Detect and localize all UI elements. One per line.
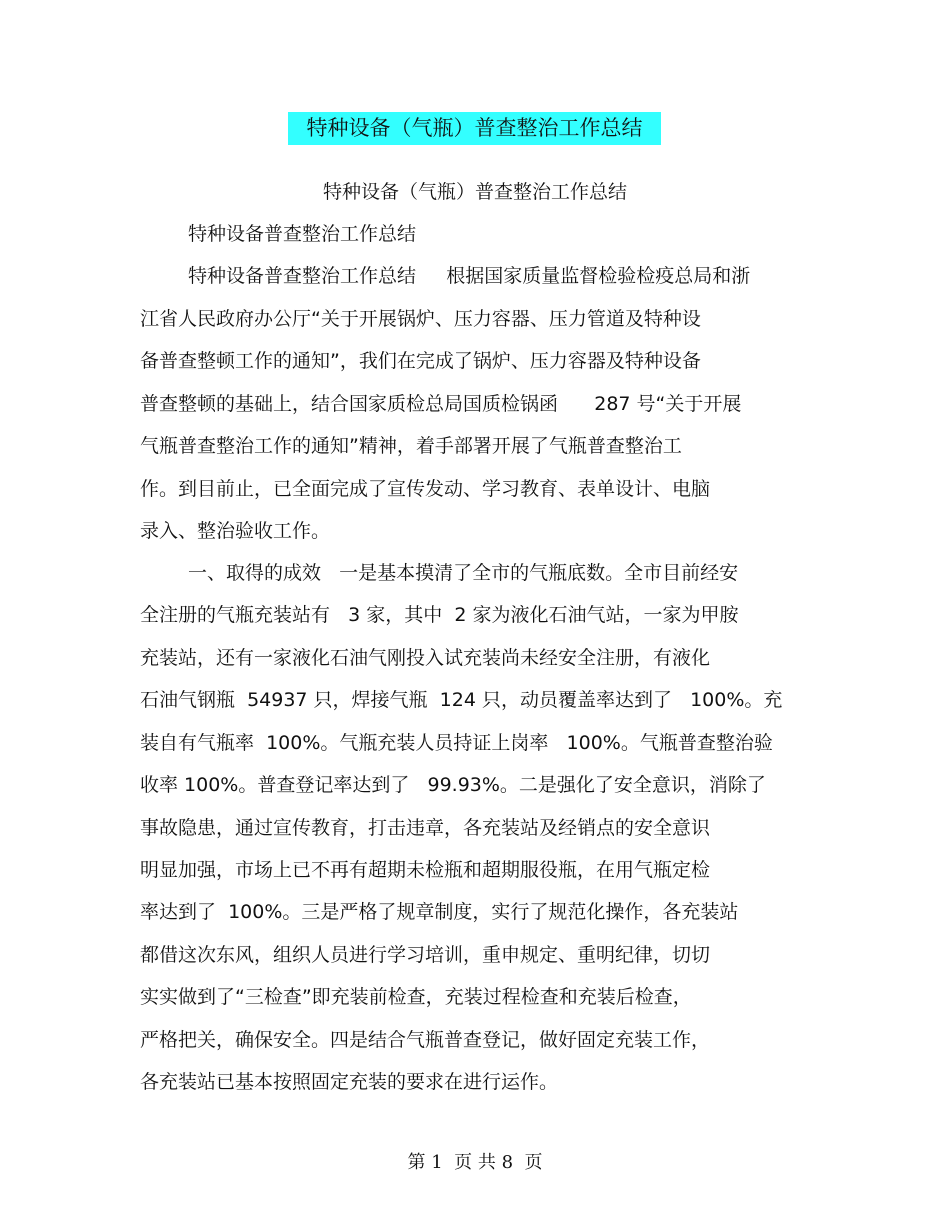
body-line: 录入、整治验收工作。 — [140, 520, 331, 542]
body-line: 明显加强，市场上已不再有超期未检瓶和超期服役瓶，在用气瓶定检 — [140, 859, 711, 881]
body-line: 收率 100%。普查登记率达到了 99.93%。二是强化了安全意识，消除了 — [140, 774, 766, 796]
body-line: 各充装站已基本按照固定充装的要求在进行运作。 — [140, 1071, 559, 1093]
body-line: 事故隐患，通过宣传教育，打击违章，各充装站及经销点的安全意识 — [140, 817, 711, 839]
body-line: 江省人民政府办公厅“关于开展锅炉、压力容器、压力管道及特种设 — [140, 308, 701, 330]
body-line: 普查整顿的基础上，结合国家质检总局国质检锅函 287 号“关于开展 — [140, 393, 742, 415]
body-line: 一、取得的成效 一是基本摸清了全市的气瓶底数。全市目前经安 — [188, 562, 739, 584]
body-line: 率达到了 100%。三是严格了规章制度，实行了规范化操作，各充装站 — [140, 901, 739, 923]
body-line: 作。到目前止，已全面完成了宣传发动、学习教育、表单设计、电脑 — [140, 478, 711, 500]
body-line: 备普查整顿工作的通知”，我们在完成了锅炉、压力容器及特种设备 — [140, 350, 701, 372]
body-line: 石油气钢瓶 54937 只，焊接气瓶 124 只，动员覆盖率达到了 100%。充 — [140, 689, 783, 711]
body-line: 全注册的气瓶充装站有 3 家，其中 2 家为液化石油气站，一家为甲胺 — [140, 604, 739, 626]
document-subtitle: 特种设备（气瓶）普查整治工作总结 — [322, 181, 627, 203]
body-line: 气瓶普查整治工作的通知”精神，着手部署开展了气瓶普查整治工 — [140, 435, 682, 457]
body-line: 装自有气瓶率 100%。气瓶充装人员持证上岗率 100%。气瓶普查整治验 — [140, 732, 773, 754]
body-line: 充装站，还有一家液化石油气刚投入试充装尚未经安全注册，有液化 — [140, 647, 711, 669]
body-line: 实实做到了“三检查”即充装前检查，充装过程检查和充装后检查， — [140, 986, 692, 1008]
page-number-footer: 第 1 页 共 8 页 — [407, 1152, 543, 1173]
body-line: 特种设备普查整治工作总结 — [188, 223, 417, 245]
document-title: 特种设备（气瓶）普查整治工作总结 — [288, 112, 661, 145]
body-line: 特种设备普查整治工作总结 根据国家质量监督检验检疫总局和浙 — [188, 265, 751, 287]
body-line: 都借这次东风，组织人员进行学习培训，重申规定、重明纪律，切切 — [140, 944, 711, 966]
body-line: 严格把关，确保安全。四是结合气瓶普查登记，做好固定充装工作， — [140, 1029, 711, 1051]
